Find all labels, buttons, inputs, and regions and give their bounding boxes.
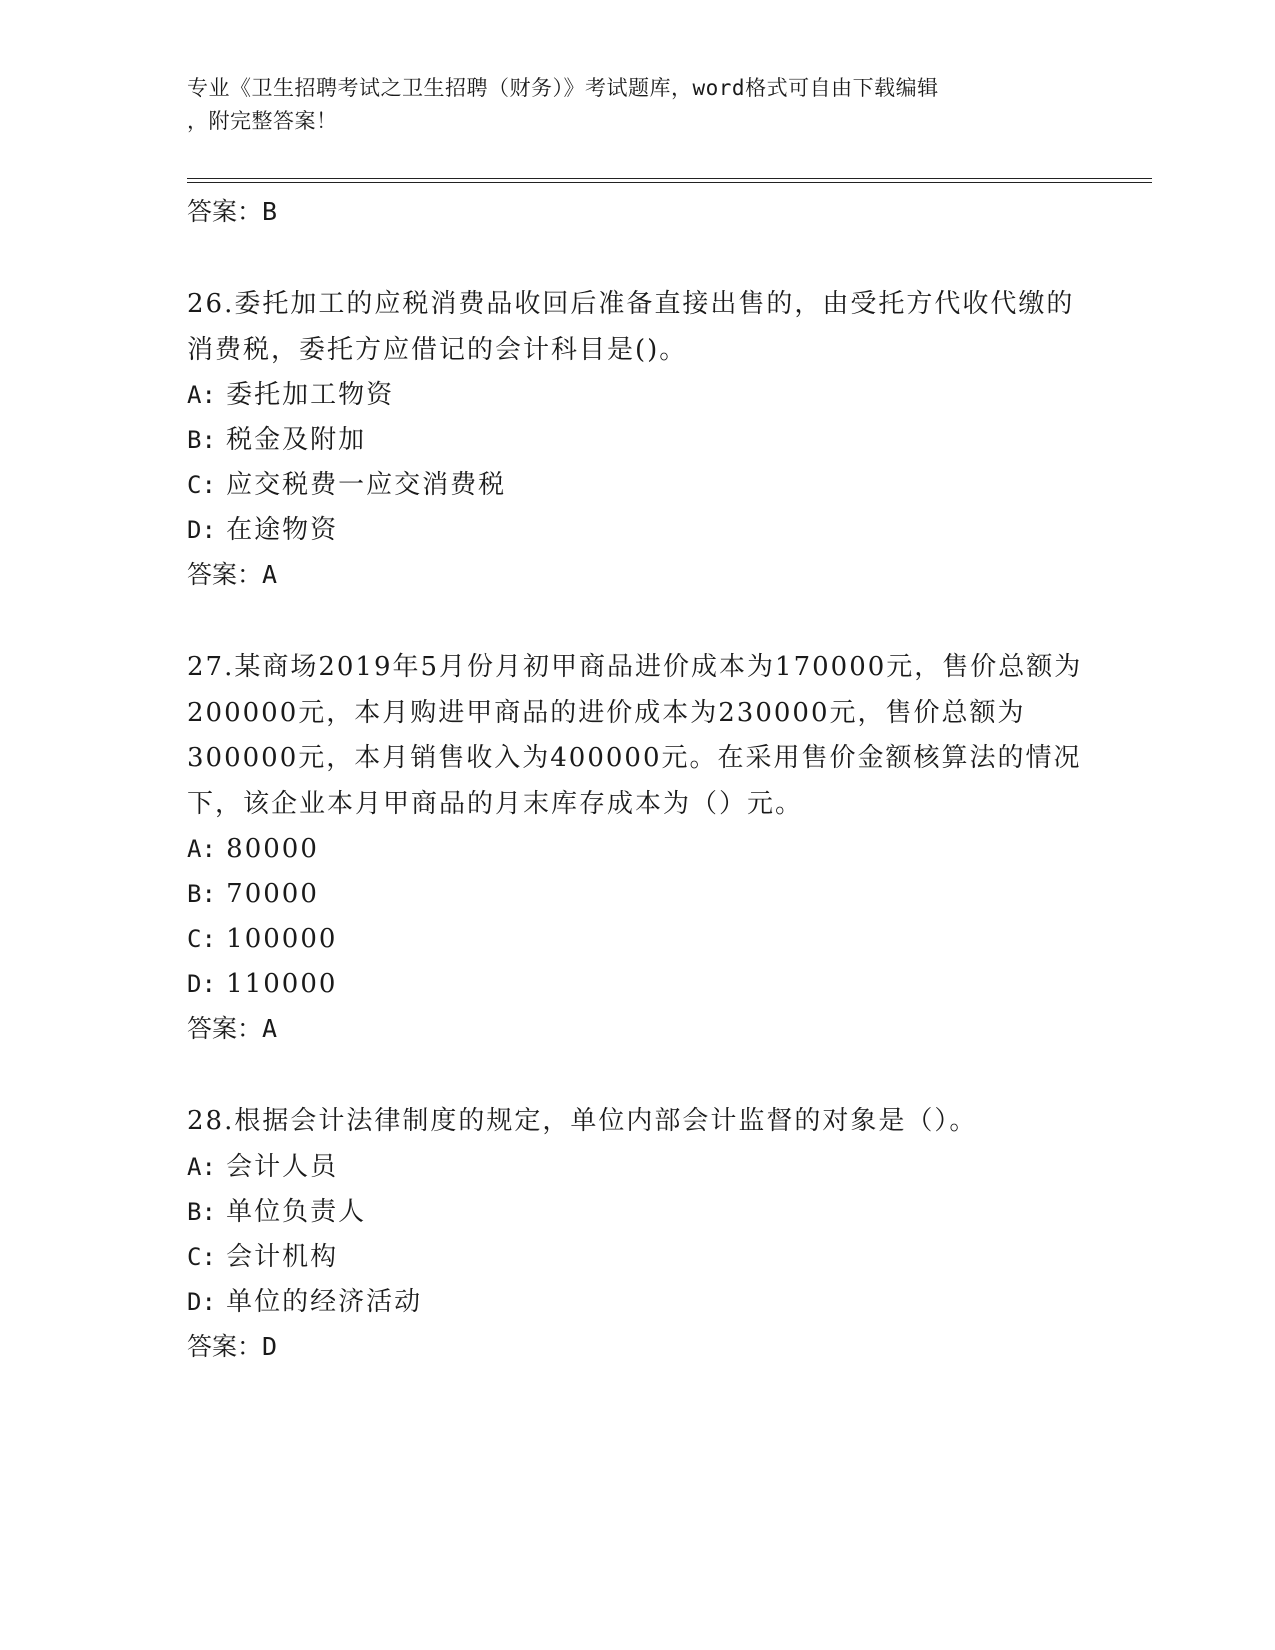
answer-value: B [262,197,278,226]
option-b [187,418,1087,463]
option-text: 委托加工物资 [226,380,395,410]
header-divider-bottom [187,182,1152,183]
option-letter: B: [187,880,216,908]
option-text: 在途物资 [226,515,339,545]
header-divider-top [187,178,1152,179]
option-letter: A: [187,1152,216,1181]
answer-value: D [262,1331,278,1361]
option-text: 80000 [226,834,319,864]
question-stem: 28.根据会计法律制度的规定，单位内部会计监督的对象是（）。 [187,1106,978,1136]
option-text: 70000 [226,879,319,909]
answer-line [187,553,1087,597]
option-text: 会计机构 [226,1241,339,1272]
question-list [187,190,1087,1369]
option-text: 110000 [226,969,338,999]
option-letter: A: [187,835,216,863]
page-header [187,72,1067,138]
option-c [187,463,1087,508]
question-stem: 27.某商场2019年5月份月初甲商品进价成本为170000元，售价总额为200000元，本月购进甲商品的进价成本为230000元，售价总额为300000元，本月销售收入为400000元。在采用售价金额核算法的情况下，该企业本月甲商品的月末库存成本为（）元。 [187,652,1083,819]
option-d [187,508,1087,553]
option-letter: B: [187,426,216,454]
option-text: 单位负责人 [226,1196,367,1227]
option-a [187,373,1087,418]
question-block [187,282,1087,597]
answer-label: 答案： [187,1014,263,1043]
option-letter: B: [187,1197,216,1226]
option-letter: A: [187,381,216,409]
option-text: 应交税费一应交消费税 [226,470,507,500]
option-d [187,962,1087,1007]
option-b [187,872,1087,917]
option-letter: D: [187,970,216,998]
option-letter: C: [187,1242,216,1271]
answer-value: A [262,1014,278,1043]
answer-line [187,1325,1087,1369]
option-text: 会计人员 [226,1151,339,1182]
header-line-2: ，附完整答案！ [187,109,338,133]
option-a [187,827,1087,872]
option-letter: C: [187,471,216,499]
question-block [187,1099,1087,1369]
option-d [187,1280,1087,1325]
option-b [187,1190,1087,1235]
question-block [187,645,1087,1051]
previous-answer [187,190,1087,234]
answer-label: 答案： [187,197,263,226]
answer-label: 答案： [187,560,263,589]
option-letter: D: [187,516,216,544]
option-text: 税金及附加 [226,425,367,455]
question-stem: 26.委托加工的应税消费品收回后准备直接出售的，由受托方代收代缴的消费税，委托方应借记的会计科目是()。 [187,289,1075,365]
option-text: 单位的经济活动 [226,1286,423,1317]
option-a [187,1145,1087,1190]
option-c [187,917,1087,962]
option-letter: C: [187,925,216,953]
answer-value: A [262,560,278,589]
answer-label: 答案： [187,1331,263,1361]
option-c [187,1235,1087,1280]
header-line-1: 专业《卫生招聘考试之卫生招聘（财务）》考试题库，word格式可自由下载编辑 [187,76,939,100]
option-text: 100000 [226,924,338,954]
answer-line [187,1007,1087,1051]
option-letter: D: [187,1287,216,1316]
